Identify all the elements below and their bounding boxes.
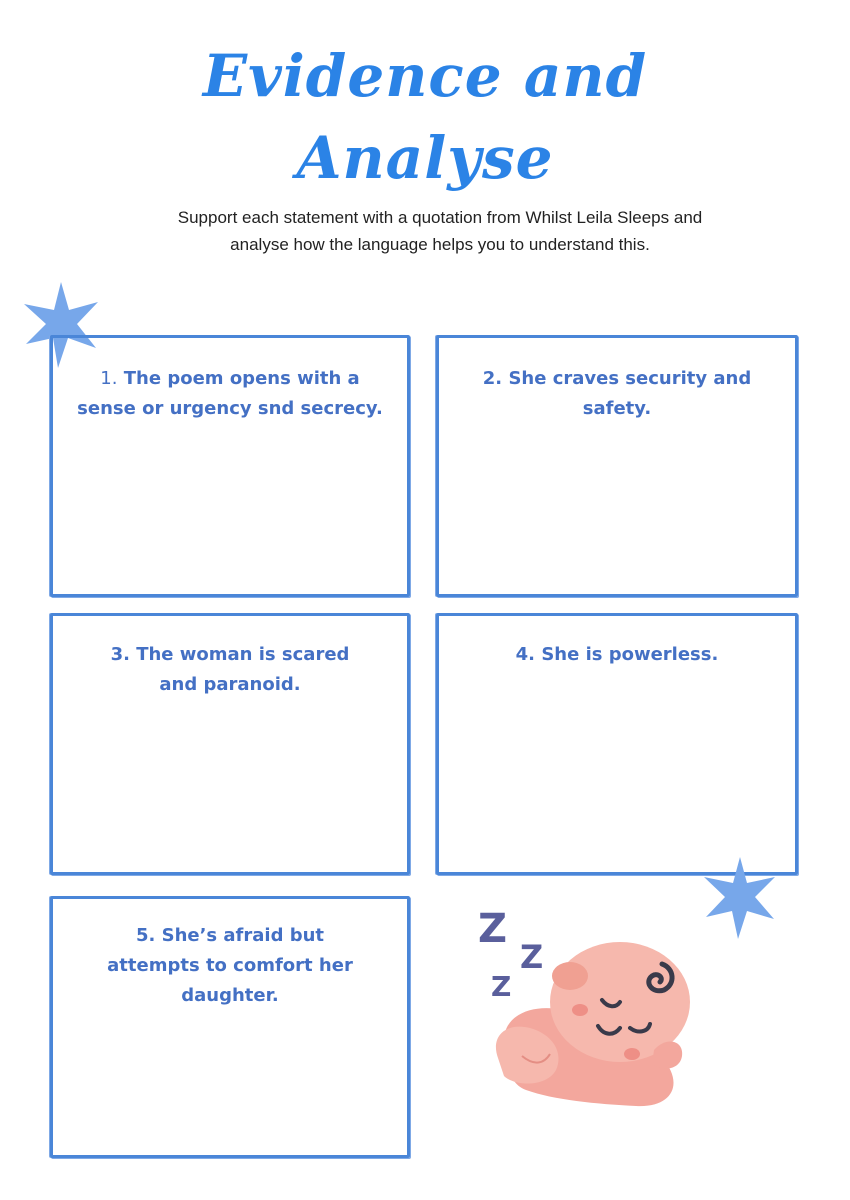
answer-box-1[interactable] <box>50 335 410 597</box>
answer-box-2[interactable] <box>436 335 798 597</box>
statement-3 <box>93 640 367 700</box>
answer-box-3[interactable] <box>50 613 410 875</box>
statement-text: She’s afraid but attempts to comfort her daughter. <box>107 925 353 1006</box>
instructions-text: Support each statement with a quotation from Whilst Leila Sleeps and analyse how the language helps you to understand this. <box>177 208 703 254</box>
answer-box-5[interactable] <box>50 896 410 1158</box>
statement-4 <box>459 640 775 670</box>
statement-number: 4. <box>515 644 536 665</box>
statement-5 <box>93 921 367 1011</box>
sleep-letter-z-2: Z <box>520 938 544 976</box>
sleep-letter-z-1: Z <box>478 906 508 952</box>
statement-text: The woman is scared and paranoid. <box>136 644 350 695</box>
statement-number: 2. <box>482 368 503 389</box>
sleep-letter-z-3: Z <box>491 970 512 1003</box>
statement-1 <box>73 364 387 424</box>
statement-number: 5. <box>135 925 156 946</box>
page-title-line-1: Evidence and <box>202 42 648 110</box>
statement-text: She is powerless. <box>541 644 719 665</box>
page-title-line-2: Analyse <box>296 124 554 192</box>
statement-text: The poem opens with a sense or urgency snd secrecy. <box>77 368 383 419</box>
statement-number: 1. <box>100 368 118 389</box>
answer-box-4[interactable] <box>436 613 798 875</box>
statement-number: 3. <box>110 644 130 665</box>
sleeping-baby-icon <box>486 940 696 1120</box>
statement-text: She craves security and safety. <box>508 368 752 419</box>
statement-2 <box>469 364 765 424</box>
star-icon <box>702 855 778 941</box>
